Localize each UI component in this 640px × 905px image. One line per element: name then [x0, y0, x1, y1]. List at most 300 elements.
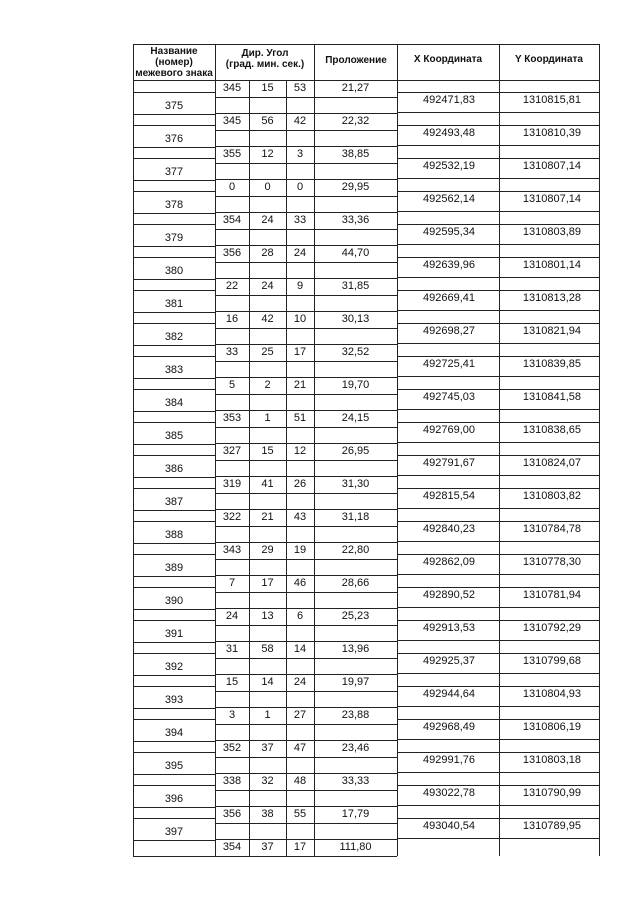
angle-degrees: 354	[222, 841, 242, 853]
angle-minutes: 42	[261, 313, 274, 325]
angle-seconds: 42	[293, 115, 307, 127]
point-name: 381	[164, 297, 184, 310]
angle-seconds: 9	[296, 280, 304, 292]
angle-seconds: 17	[293, 346, 307, 358]
row-line	[133, 279, 215, 280]
row-line	[397, 323, 599, 324]
row-line	[215, 823, 397, 824]
row-line	[397, 211, 599, 212]
row-line	[133, 543, 215, 544]
row-line	[133, 147, 215, 148]
row-line	[397, 719, 599, 720]
row-line	[215, 427, 397, 428]
angle-seconds: 24	[293, 247, 307, 259]
point-name: 394	[164, 726, 184, 739]
point-y: 1310789,95	[522, 819, 581, 832]
angle-minutes: 15	[261, 82, 274, 94]
point-x: 492991,76	[423, 753, 475, 766]
row-line	[133, 180, 215, 181]
point-y: 1310778,30	[522, 555, 581, 568]
point-name: 382	[164, 330, 184, 343]
row-line	[397, 422, 599, 423]
row-line	[215, 773, 397, 774]
row-line	[215, 163, 397, 164]
row-line	[133, 257, 215, 258]
point-name: 386	[164, 462, 184, 475]
point-name: 390	[164, 594, 184, 607]
angle-seconds: 24	[293, 676, 307, 688]
row-line	[215, 757, 397, 758]
row-line	[397, 640, 599, 641]
point-name: 379	[164, 231, 184, 244]
row-line	[397, 290, 599, 291]
angle-seconds: 6	[296, 610, 304, 622]
row-line	[215, 113, 397, 114]
angle-degrees: 15	[225, 676, 239, 688]
header-x: X Координата	[413, 54, 483, 65]
row-line	[215, 707, 397, 708]
point-x: 493022,78	[423, 786, 475, 799]
row-line	[215, 196, 397, 197]
point-name: 396	[164, 792, 184, 805]
point-x: 492791,67	[423, 456, 475, 469]
point-y: 1310801,14	[522, 258, 581, 271]
row-line	[215, 212, 397, 213]
table-top-border	[133, 44, 599, 45]
point-x: 492862,09	[423, 555, 475, 568]
row-line	[215, 559, 397, 560]
point-name: 377	[164, 165, 184, 178]
angle-degrees: 345	[222, 82, 242, 94]
angle-degrees: 352	[222, 742, 242, 754]
row-line	[215, 361, 397, 362]
point-x: 492913,53	[423, 621, 475, 634]
row-line	[133, 455, 215, 456]
row-line	[133, 686, 215, 687]
row-line	[397, 92, 599, 93]
segment-length: 19,70	[341, 379, 370, 391]
table-bottom-border	[133, 856, 397, 857]
angle-minutes: 38	[261, 808, 274, 820]
point-name: 391	[164, 627, 184, 640]
row-line	[397, 772, 599, 773]
row-line	[397, 112, 599, 113]
angle-seconds: 19	[293, 544, 307, 556]
angle-degrees: 338	[222, 775, 242, 787]
row-line	[215, 509, 397, 510]
row-line	[215, 394, 397, 395]
row-line	[397, 508, 599, 509]
row-line	[397, 244, 599, 245]
point-y: 1310821,94	[522, 324, 581, 337]
header-length: Проложение	[325, 55, 387, 66]
angle-degrees: 33	[225, 346, 239, 358]
row-line	[397, 686, 599, 687]
angle-seconds: 3	[296, 148, 304, 160]
row-line	[215, 295, 397, 296]
row-line	[215, 740, 397, 741]
row-line	[133, 92, 215, 93]
angle-minutes: 41	[261, 478, 274, 490]
segment-length: 25,23	[341, 610, 370, 622]
angle-degrees: 7	[228, 577, 236, 589]
row-line	[397, 653, 599, 654]
angle-degrees: 343	[222, 544, 242, 556]
angle-seconds: 26	[293, 478, 307, 490]
row-line	[215, 377, 397, 378]
row-line	[397, 442, 599, 443]
point-x: 492725,41	[423, 357, 475, 370]
row-line	[133, 114, 215, 115]
point-y: 1310781,94	[522, 588, 581, 601]
point-x: 492944,64	[423, 687, 475, 700]
row-line	[397, 475, 599, 476]
angle-minutes: 24	[261, 280, 274, 292]
angle-degrees: 22	[225, 280, 239, 292]
row-line	[397, 178, 599, 179]
row-line	[215, 592, 397, 593]
row-line	[215, 410, 397, 411]
row-line	[215, 542, 397, 543]
angle-seconds: 0	[296, 181, 304, 193]
row-line	[397, 224, 599, 225]
point-x: 492493,48	[423, 126, 475, 139]
angle-minutes: 32	[261, 775, 274, 787]
point-name: 380	[164, 264, 184, 277]
row-line	[215, 493, 397, 494]
row-line	[133, 521, 215, 522]
row-line	[133, 488, 215, 489]
row-line	[397, 409, 599, 410]
row-line	[133, 158, 215, 159]
angle-minutes: 14	[261, 676, 274, 688]
segment-length: 26,95	[341, 445, 370, 457]
segment-length: 23,46	[341, 742, 370, 754]
point-name: 395	[164, 759, 184, 772]
angle-degrees: 345	[222, 115, 242, 127]
point-y: 1310803,82	[522, 489, 581, 502]
segment-length: 29,95	[341, 181, 370, 193]
row-line	[397, 488, 599, 489]
row-line	[133, 675, 215, 676]
row-line	[397, 818, 599, 819]
angle-seconds: 43	[293, 511, 307, 523]
segment-length: 17,79	[341, 808, 370, 820]
row-line	[133, 510, 215, 511]
angle-degrees: 356	[222, 247, 242, 259]
point-y: 1310841,58	[522, 390, 581, 403]
row-line	[397, 158, 599, 159]
row-line	[397, 541, 599, 542]
angle-minutes: 58	[261, 643, 274, 655]
point-y: 1310803,18	[522, 753, 581, 766]
angle-minutes: 29	[261, 544, 274, 556]
row-line	[133, 477, 215, 478]
point-y: 1310806,19	[522, 720, 581, 733]
row-line	[133, 752, 215, 753]
row-line	[133, 246, 215, 247]
row-line	[215, 146, 397, 147]
segment-length: 28,66	[341, 577, 370, 589]
segment-length: 23,88	[341, 709, 370, 721]
angle-seconds: 10	[293, 313, 307, 325]
segment-length: 21,27	[341, 82, 370, 94]
row-line	[397, 785, 599, 786]
row-line	[397, 191, 599, 192]
angle-seconds: 17	[293, 841, 307, 853]
row-line	[215, 674, 397, 675]
point-y: 1310803,89	[522, 225, 581, 238]
row-line	[133, 741, 215, 742]
angle-seconds: 46	[293, 577, 307, 589]
row-line	[133, 378, 215, 379]
segment-length: 33,33	[341, 775, 370, 787]
row-line	[215, 806, 397, 807]
angle-minutes: 12	[261, 148, 274, 160]
row-line	[215, 658, 397, 659]
point-name: 383	[164, 363, 184, 376]
point-x: 492698,27	[423, 324, 475, 337]
angle-seconds: 12	[293, 445, 307, 457]
angle-degrees: 24	[225, 610, 239, 622]
angle-degrees: 31	[225, 643, 239, 655]
angle-degrees: 327	[222, 445, 242, 457]
row-line	[215, 790, 397, 791]
point-name: 384	[164, 396, 184, 409]
angle-seconds: 27	[293, 709, 307, 721]
row-line	[397, 356, 599, 357]
point-y: 1310813,28	[522, 291, 581, 304]
angle-seconds: 14	[293, 643, 307, 655]
row-line	[133, 587, 215, 588]
row-line	[215, 97, 397, 98]
point-y: 1310815,81	[522, 93, 581, 106]
row-line	[133, 708, 215, 709]
segment-length: 19,97	[341, 676, 370, 688]
angle-degrees: 16	[225, 313, 239, 325]
point-x: 492562,14	[423, 192, 475, 205]
row-line	[215, 691, 397, 692]
point-name: 392	[164, 660, 184, 673]
row-line	[397, 739, 599, 740]
angle-degrees: 319	[222, 478, 242, 490]
row-line	[397, 455, 599, 456]
point-y: 1310784,78	[522, 522, 581, 535]
angle-seconds: 53	[293, 82, 307, 94]
segment-length: 33,36	[341, 214, 370, 226]
row-line	[397, 376, 599, 377]
header-y: Y Координата	[514, 54, 583, 65]
point-y: 1310807,14	[522, 159, 581, 172]
point-name: 397	[164, 825, 184, 838]
row-line	[397, 277, 599, 278]
header-name: Название (номер) межевого знака	[135, 46, 213, 79]
segment-length: 31,18	[341, 511, 370, 523]
row-line	[133, 213, 215, 214]
angle-seconds: 47	[293, 742, 307, 754]
angle-minutes: 2	[264, 379, 271, 391]
point-y: 1310810,39	[522, 126, 581, 139]
point-name: 389	[164, 561, 184, 574]
row-line	[133, 356, 215, 357]
point-x: 492968,49	[423, 720, 475, 733]
row-line	[397, 805, 599, 806]
point-x: 492890,52	[423, 588, 475, 601]
point-y: 1310807,14	[522, 192, 581, 205]
row-line	[215, 229, 397, 230]
header-angle: Дир. Угол (град. мин. сек.)	[225, 48, 305, 70]
row-line	[397, 257, 599, 258]
angle-seconds: 55	[293, 808, 307, 820]
row-line	[397, 673, 599, 674]
angle-degrees: 356	[222, 808, 242, 820]
row-line	[397, 838, 599, 839]
row-line	[397, 310, 599, 311]
row-line	[397, 574, 599, 575]
angle-degrees: 3	[228, 709, 236, 721]
angle-minutes: 28	[261, 247, 274, 259]
angle-seconds: 48	[293, 775, 307, 787]
angle-minutes: 0	[264, 181, 271, 193]
angle-degrees: 353	[222, 412, 242, 424]
column-border	[599, 44, 600, 856]
row-line	[133, 653, 215, 654]
point-name: 393	[164, 693, 184, 706]
angle-degrees: 5	[228, 379, 236, 391]
segment-length: 31,85	[341, 280, 370, 292]
row-line	[215, 641, 397, 642]
point-name: 387	[164, 495, 184, 508]
point-x: 492745,03	[423, 390, 475, 403]
row-line	[215, 625, 397, 626]
point-x: 492840,23	[423, 522, 475, 535]
angle-minutes: 21	[261, 511, 274, 523]
segment-length: 31,30	[341, 478, 370, 490]
row-line	[215, 278, 397, 279]
row-line	[215, 526, 397, 527]
point-y: 1310804,93	[522, 687, 581, 700]
point-y: 1310839,85	[522, 357, 581, 370]
angle-degrees: 355	[222, 148, 242, 160]
row-line	[133, 290, 215, 291]
row-line	[133, 774, 215, 775]
segment-length: 22,80	[341, 544, 370, 556]
angle-seconds: 21	[293, 379, 307, 391]
row-line	[397, 125, 599, 126]
angle-minutes: 56	[261, 115, 274, 127]
row-line	[133, 818, 215, 819]
row-line	[133, 411, 215, 412]
angle-seconds: 33	[293, 214, 307, 226]
row-line	[397, 389, 599, 390]
segment-length: 38,85	[341, 148, 370, 160]
row-line	[215, 460, 397, 461]
row-line	[215, 724, 397, 725]
point-name: 388	[164, 528, 184, 541]
angle-minutes: 37	[261, 742, 274, 754]
segment-length: 32,52	[341, 346, 370, 358]
point-x: 492669,41	[423, 291, 475, 304]
segment-length: 24,15	[341, 412, 370, 424]
point-x: 492532,19	[423, 159, 475, 172]
point-x: 493040,54	[423, 819, 475, 832]
row-line	[133, 224, 215, 225]
angle-minutes: 1	[264, 709, 271, 721]
point-x: 492595,34	[423, 225, 475, 238]
row-line	[215, 443, 397, 444]
segment-length: 44,70	[341, 247, 370, 259]
angle-minutes: 1	[264, 412, 271, 424]
row-line	[215, 262, 397, 263]
angle-degrees: 0	[228, 181, 236, 193]
point-name: 376	[164, 132, 184, 145]
angle-degrees: 354	[222, 214, 242, 226]
point-y: 1310838,65	[522, 423, 581, 436]
row-line	[397, 607, 599, 608]
row-line	[133, 554, 215, 555]
row-line	[397, 145, 599, 146]
row-line	[397, 521, 599, 522]
row-line	[133, 389, 215, 390]
row-line	[133, 609, 215, 610]
row-line	[133, 345, 215, 346]
point-x: 492815,54	[423, 489, 475, 502]
row-line	[133, 620, 215, 621]
row-line	[215, 476, 397, 477]
point-x: 492471,83	[423, 93, 475, 106]
row-line	[133, 444, 215, 445]
row-line	[397, 587, 599, 588]
row-line	[397, 620, 599, 621]
row-line	[397, 343, 599, 344]
angle-minutes: 25	[261, 346, 274, 358]
point-x: 492639,96	[423, 258, 475, 271]
angle-minutes: 17	[261, 577, 274, 589]
segment-length: 22,32	[341, 115, 370, 127]
angle-minutes: 24	[261, 214, 274, 226]
angle-minutes: 37	[261, 841, 274, 853]
row-line	[133, 125, 215, 126]
point-x: 492769,00	[423, 423, 475, 436]
row-line	[133, 191, 215, 192]
point-y: 1310824,07	[522, 456, 581, 469]
point-name: 378	[164, 198, 184, 211]
point-x: 492925,37	[423, 654, 475, 667]
row-line	[397, 706, 599, 707]
row-line	[397, 554, 599, 555]
row-line	[215, 179, 397, 180]
angle-minutes: 13	[261, 610, 274, 622]
row-line	[133, 323, 215, 324]
row-line	[133, 312, 215, 313]
point-y: 1310792,29	[522, 621, 581, 634]
angle-degrees: 322	[222, 511, 242, 523]
row-line	[133, 576, 215, 577]
segment-length: 111,80	[339, 841, 372, 853]
row-line	[133, 840, 215, 841]
point-name: 375	[164, 99, 184, 112]
header-bottom-border	[133, 80, 599, 81]
point-y: 1310790,99	[522, 786, 581, 799]
row-line	[133, 642, 215, 643]
row-line	[133, 422, 215, 423]
segment-length: 13,96	[341, 643, 370, 655]
row-line	[397, 752, 599, 753]
row-line	[215, 344, 397, 345]
row-line	[215, 245, 397, 246]
row-line	[133, 807, 215, 808]
angle-minutes: 15	[261, 445, 274, 457]
